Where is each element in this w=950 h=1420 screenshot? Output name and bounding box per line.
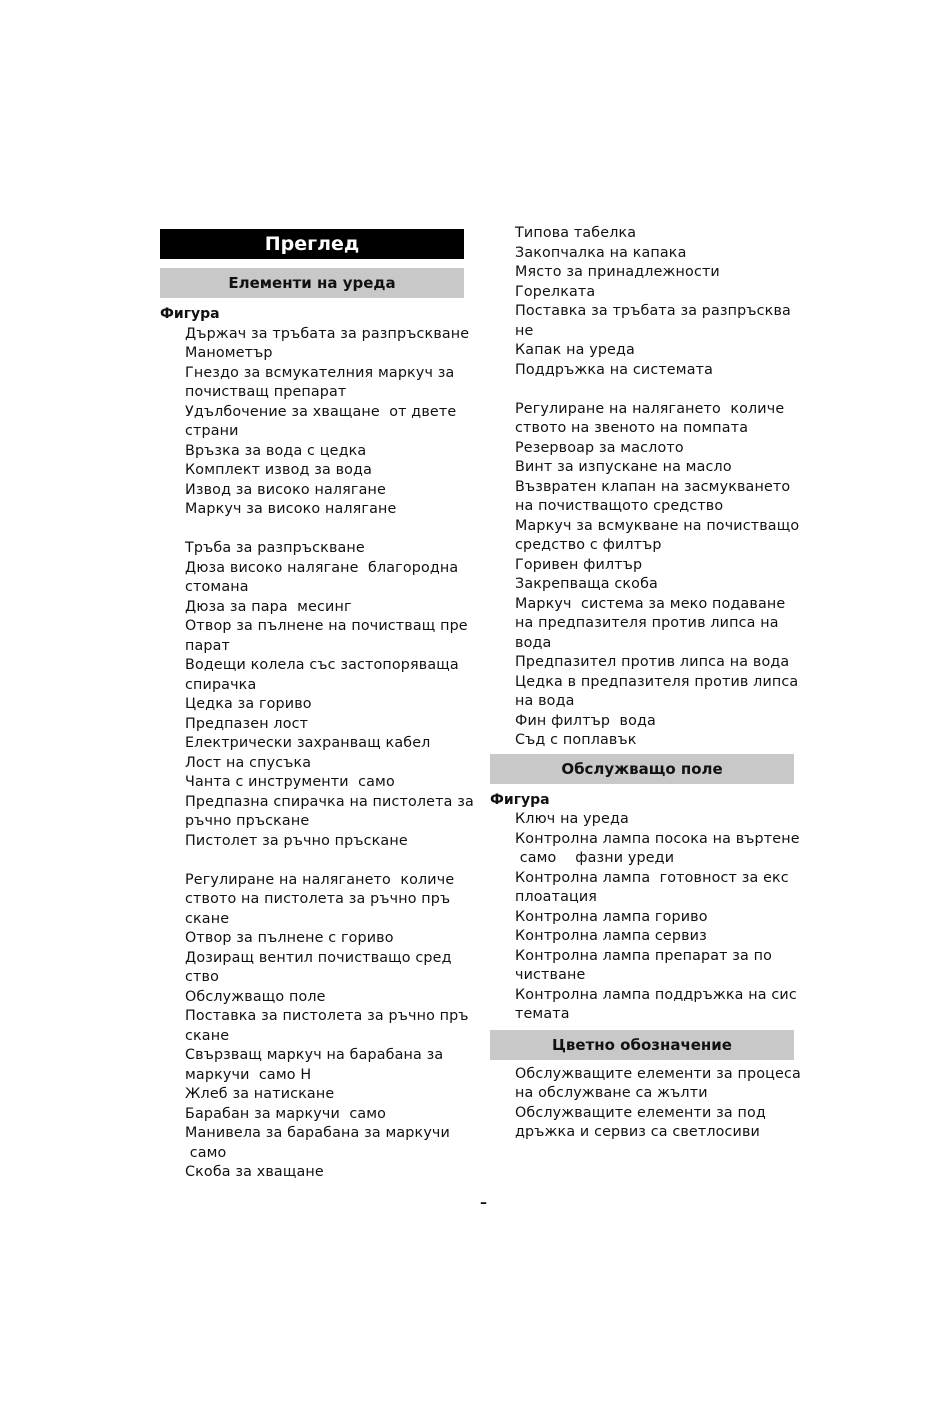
list-item: почистващ препарат: [185, 384, 347, 400]
list-spacer: [185, 851, 464, 871]
list-item: Скоба за хващане: [185, 1164, 324, 1180]
list-item: Закрепваща скоба: [515, 576, 658, 592]
list-item: Контролна лампа готовност за екс: [515, 869, 789, 886]
figure-label: Фигура: [160, 306, 220, 322]
list-item: скане: [185, 1027, 230, 1044]
list-item: маркучи само H: [185, 1066, 312, 1083]
list-item: Водещи колела със застопоряваща: [185, 657, 459, 673]
list-item: само фазни уреди: [515, 850, 675, 866]
figure-label: Фигура: [490, 791, 550, 808]
list-item: Комплект извод за вода: [185, 462, 372, 478]
list-item: Електрически захранващ кабел: [185, 735, 431, 751]
list-item: само: [185, 1144, 227, 1161]
list-item: Резервоар за маслото: [515, 439, 684, 456]
list-item: Обслужващите елементи за под: [515, 1104, 766, 1121]
list-item: Маркуч за високо налягане: [185, 501, 397, 517]
list-item: Контролна лампа препарат за по: [515, 947, 773, 964]
list-item: парат: [185, 637, 231, 654]
list-item: плоатация: [515, 889, 598, 905]
list-item: Маркуч за всмукване на почистващо: [515, 517, 800, 534]
list-item: спирачка: [185, 676, 257, 693]
list-item: на вода: [515, 693, 575, 709]
list-item: Възвратен клапан на засмукването: [515, 478, 791, 495]
list-item: Манометър: [185, 345, 273, 361]
list-item: Обслужващите елементи за процеса: [515, 1065, 801, 1082]
device-elements-list-continued: [490, 224, 800, 751]
list-item: Контролна лампа гориво: [515, 908, 708, 925]
list-item: Дюза високо налягане благородна: [185, 559, 459, 576]
list-item: страни: [185, 423, 239, 439]
list-item: Ключ на уреда: [515, 811, 629, 827]
list-item: Чанта с инструменти само: [185, 774, 395, 790]
list-item: скане: [185, 910, 230, 927]
list-item: Предпазен лост: [185, 715, 309, 732]
list-item: Горивен филтър: [515, 556, 643, 573]
list-item: Цедка в предпазителя против липса: [515, 673, 799, 690]
list-item: ството на пистолета за ръчно пръ: [185, 891, 451, 907]
device-elements-list: [160, 325, 474, 1183]
list-item: Жлеб за натискане: [185, 1086, 335, 1102]
list-item: ръчно пръскане: [185, 813, 310, 829]
list-item: Горелката: [515, 283, 596, 300]
list-item: чистване: [515, 967, 586, 983]
list-item: Тръба за разпръскване: [185, 540, 365, 556]
list-item: Отвор за пълнене на почистващ пре: [185, 618, 468, 634]
list-item: Контролна лампа поддръжка на сис: [515, 986, 797, 1003]
list-item: Удълбочение за хващане от двете: [185, 403, 457, 420]
list-item: Винт за изпускане на масло: [515, 459, 732, 475]
section-header-device-elements: Елементи на уреда: [160, 268, 464, 298]
list-item: Контролна лампа посока на въртене: [515, 830, 800, 847]
section-header-color-coding: Цветно обозначение: [490, 1030, 794, 1060]
list-item: Регулиране на налягането количе: [185, 871, 455, 888]
list-item: Капак на уреда: [515, 342, 635, 358]
list-item: Пистолет за ръчно пръскане: [185, 832, 408, 849]
list-item: Отвор за пълнене с гориво: [185, 930, 394, 946]
color-coding-list: [490, 1065, 801, 1143]
list-spacer: [515, 380, 794, 400]
list-item: Поддръжка на системата: [515, 361, 713, 378]
list-item: не: [515, 322, 534, 339]
list-item: Предпазна спирачка на пистолета за: [185, 793, 474, 810]
list-item: темата: [515, 1006, 570, 1022]
list-item: Извод за високо налягане: [185, 481, 386, 498]
list-item: Барабан за маркучи само: [185, 1105, 387, 1122]
list-spacer: [185, 520, 464, 540]
control-panel-list: [490, 810, 800, 1025]
list-item: на предпазителя против липса на: [515, 615, 779, 631]
list-item: Поставка за пистолета за ръчно пръ: [185, 1008, 469, 1024]
list-item: Дюза за пара месинг: [185, 598, 352, 615]
list-item: Лост на спусъка: [185, 754, 312, 771]
page-title: Преглед: [160, 229, 464, 259]
list-item: Маркуч система за меко подаване: [515, 595, 786, 612]
list-item: дръжка и сервиз са светлосиви: [515, 1124, 760, 1140]
list-item: стомана: [185, 579, 249, 595]
list-item: Контролна лампа сервиз: [515, 928, 707, 944]
list-item: ството на звеното на помпата: [515, 420, 749, 436]
list-item: вода: [515, 634, 552, 651]
list-item: средство с филтър: [515, 537, 662, 553]
list-item: Закопчалка на капака: [515, 244, 687, 261]
right-column: [490, 224, 801, 1143]
list-item: Фин филтър вода: [515, 712, 656, 729]
list-item: Предпазител против липса на вода: [515, 654, 790, 670]
list-item: на почистващото средство: [515, 498, 724, 514]
list-item: Поставка за тръбата за разпръсква: [515, 303, 791, 319]
list-item: Манивела за барабана за маркучи: [185, 1125, 450, 1141]
left-column: [160, 224, 474, 1183]
list-item: на обслужване са жълти: [515, 1085, 708, 1101]
list-item: Дозиращ вентил почистващо сред: [185, 949, 452, 966]
list-item: Съд с поплавък: [515, 732, 637, 748]
list-item: Регулиране на налягането количе: [515, 400, 785, 417]
list-item: Държач за тръбата за разпръскване: [185, 325, 470, 342]
page-number-mark: –: [480, 1195, 487, 1211]
list-item: Място за принадлежности: [515, 264, 720, 280]
list-item: Свързващ маркуч на барабана за: [185, 1047, 444, 1063]
list-item: Връзка за вода с цедка: [185, 442, 367, 459]
list-item: Обслужващо поле: [185, 988, 326, 1005]
section-header-control-panel: Обслужващо поле: [490, 754, 794, 784]
list-item: Типова табелка: [515, 225, 637, 241]
list-item: Цедка за гориво: [185, 696, 312, 712]
list-item: ство: [185, 969, 219, 985]
list-item: Гнездо за всмукателния маркуч за: [185, 364, 455, 381]
